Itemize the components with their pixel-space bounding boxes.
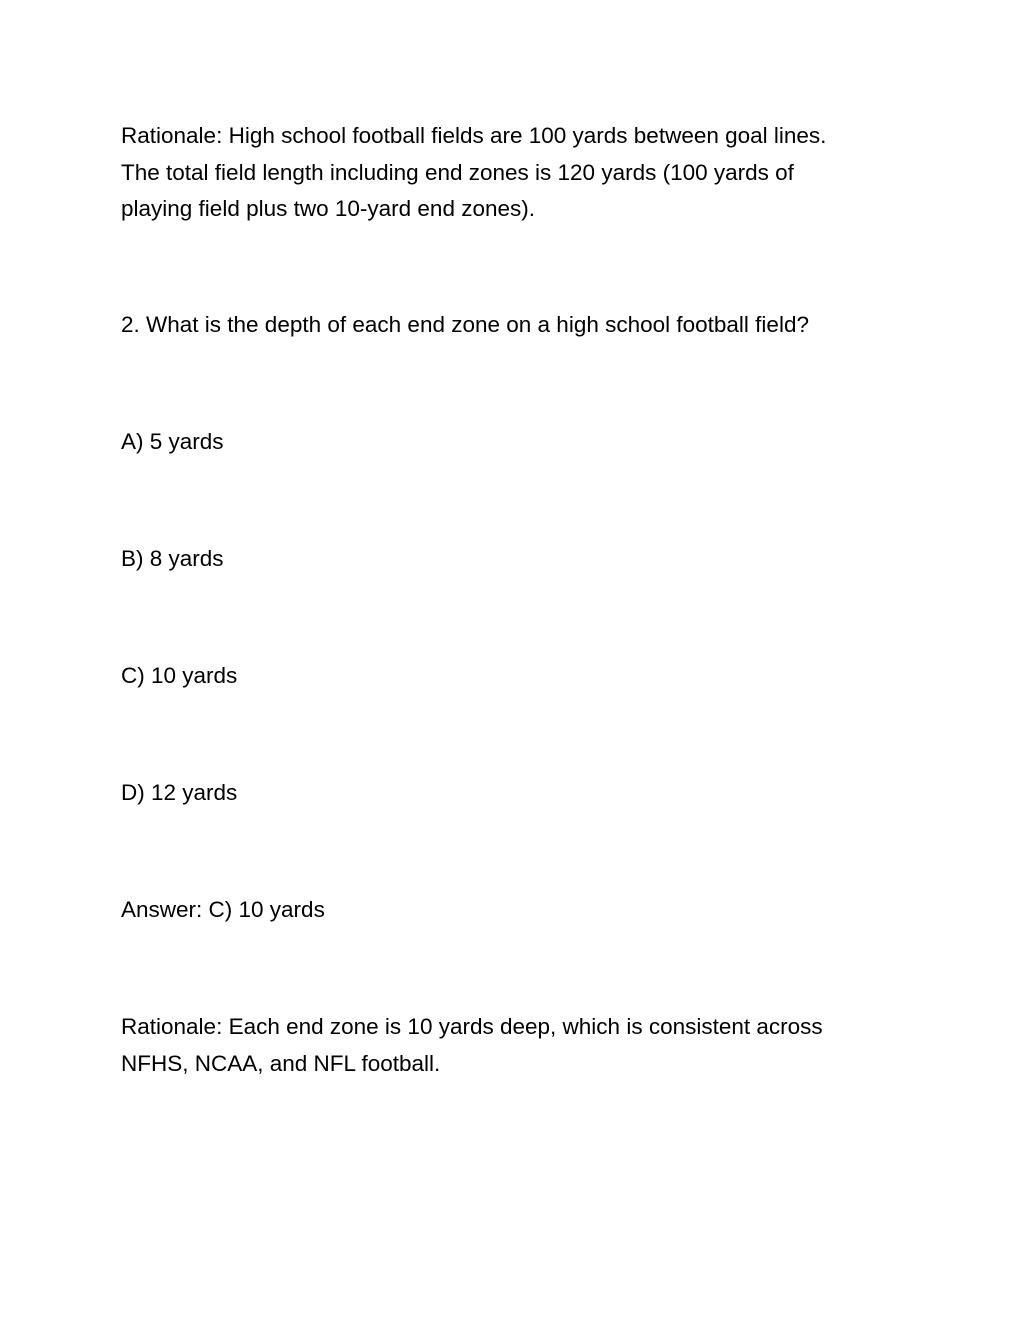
rationale-2-paragraph	[121, 1009, 901, 1082]
option-d: D) 12 yards	[121, 780, 238, 805]
answer-2: Answer: C) 10 yards	[121, 897, 325, 922]
rationale-1-line-1: Rationale: High school football fields are 100 yards between goal lines.	[121, 123, 827, 148]
option-c: C) 10 yards	[121, 663, 238, 688]
option-b: B) 8 yards	[121, 546, 224, 571]
option-a: A) 5 yards	[121, 429, 224, 454]
rationale-1-line-3: playing field plus two 10-yard end zones).	[121, 196, 535, 221]
rationale-1-paragraph	[121, 118, 901, 228]
rationale-2-line-2: NFHS, NCAA, and NFL football.	[121, 1050, 441, 1076]
question-2-text: 2. What is the depth of each end zone on a high school football field?	[121, 312, 809, 337]
rationale-1-line-2: The total field length including end zones is 120 yards (100 yards of	[121, 159, 794, 185]
rationale-2-line-1: Rationale: Each end zone is 10 yards deep, which is consistent across	[121, 1014, 823, 1039]
